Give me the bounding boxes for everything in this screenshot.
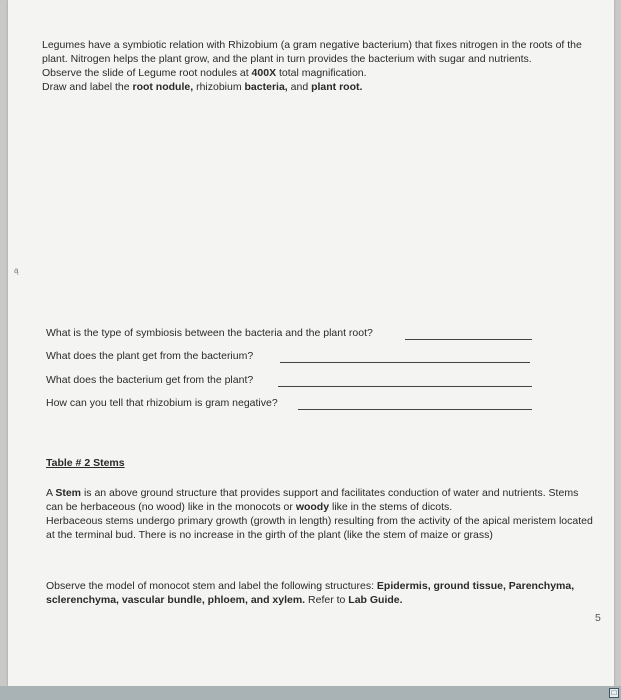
answer-line-2 — [280, 362, 530, 363]
herbaceous-paragraph: Herbaceous stems undergo primary growth (growth in length) resulting from the activity of the apical meristem located at the terminal bud. There is no increase in the girth of the plant (like the stem of maize or grass) — [46, 515, 593, 541]
observe-slide-instruction: Observe the slide of Legume root nodules at 400X total magnification. — [42, 67, 367, 79]
page-number: 5 — [595, 612, 601, 624]
answer-line-4 — [298, 409, 532, 410]
question-1: What is the type of symbiosis between the bacteria and the plant root? — [46, 327, 373, 339]
question-2: What does the plant get from the bacterium? — [46, 350, 254, 362]
window-corner-icon[interactable]: □ — [609, 688, 619, 698]
question-4: How can you tell that rhizobium is gram negative? — [46, 397, 278, 409]
table-heading: Table # 2 Stems — [46, 457, 125, 469]
intro-paragraph: Legumes have a symbiotic relation with Rhizobium (a gram negative bacterium) that fixes nitrogen in the roots of the plant. Nitrogen helps the plant grow, and the plant in turn provides the bacterium with sugar and nutrients. — [42, 39, 582, 65]
stems-section — [46, 486, 598, 542]
observe-model-instruction: Observe the model of monocot stem and label the following structures: Epidermis, ground tissue, Parenchyma, sclerenchyma, vascular bundle, phloem, and xylem. Refer to Lab Guide. — [46, 580, 575, 606]
answer-line-3 — [278, 386, 532, 387]
document-page — [8, 0, 614, 686]
question-3: What does the bacterium get from the plant? — [46, 374, 254, 386]
stray-mark: ą — [14, 266, 19, 275]
bottom-strip — [0, 686, 621, 700]
draw-label-instruction: Draw and label the root nodule, rhizobium bacteria, and plant root. — [42, 81, 363, 93]
magnification-value: 400X — [251, 67, 277, 79]
stem-definition: A Stem is an above ground structure that provides support and facilitates conduction of water and nutrients. Stems can be herbaceous (no wood) like in the monocots or woody like in the stems of dicots. — [46, 487, 579, 513]
intro-section — [42, 38, 607, 94]
answer-line-1 — [405, 339, 532, 340]
